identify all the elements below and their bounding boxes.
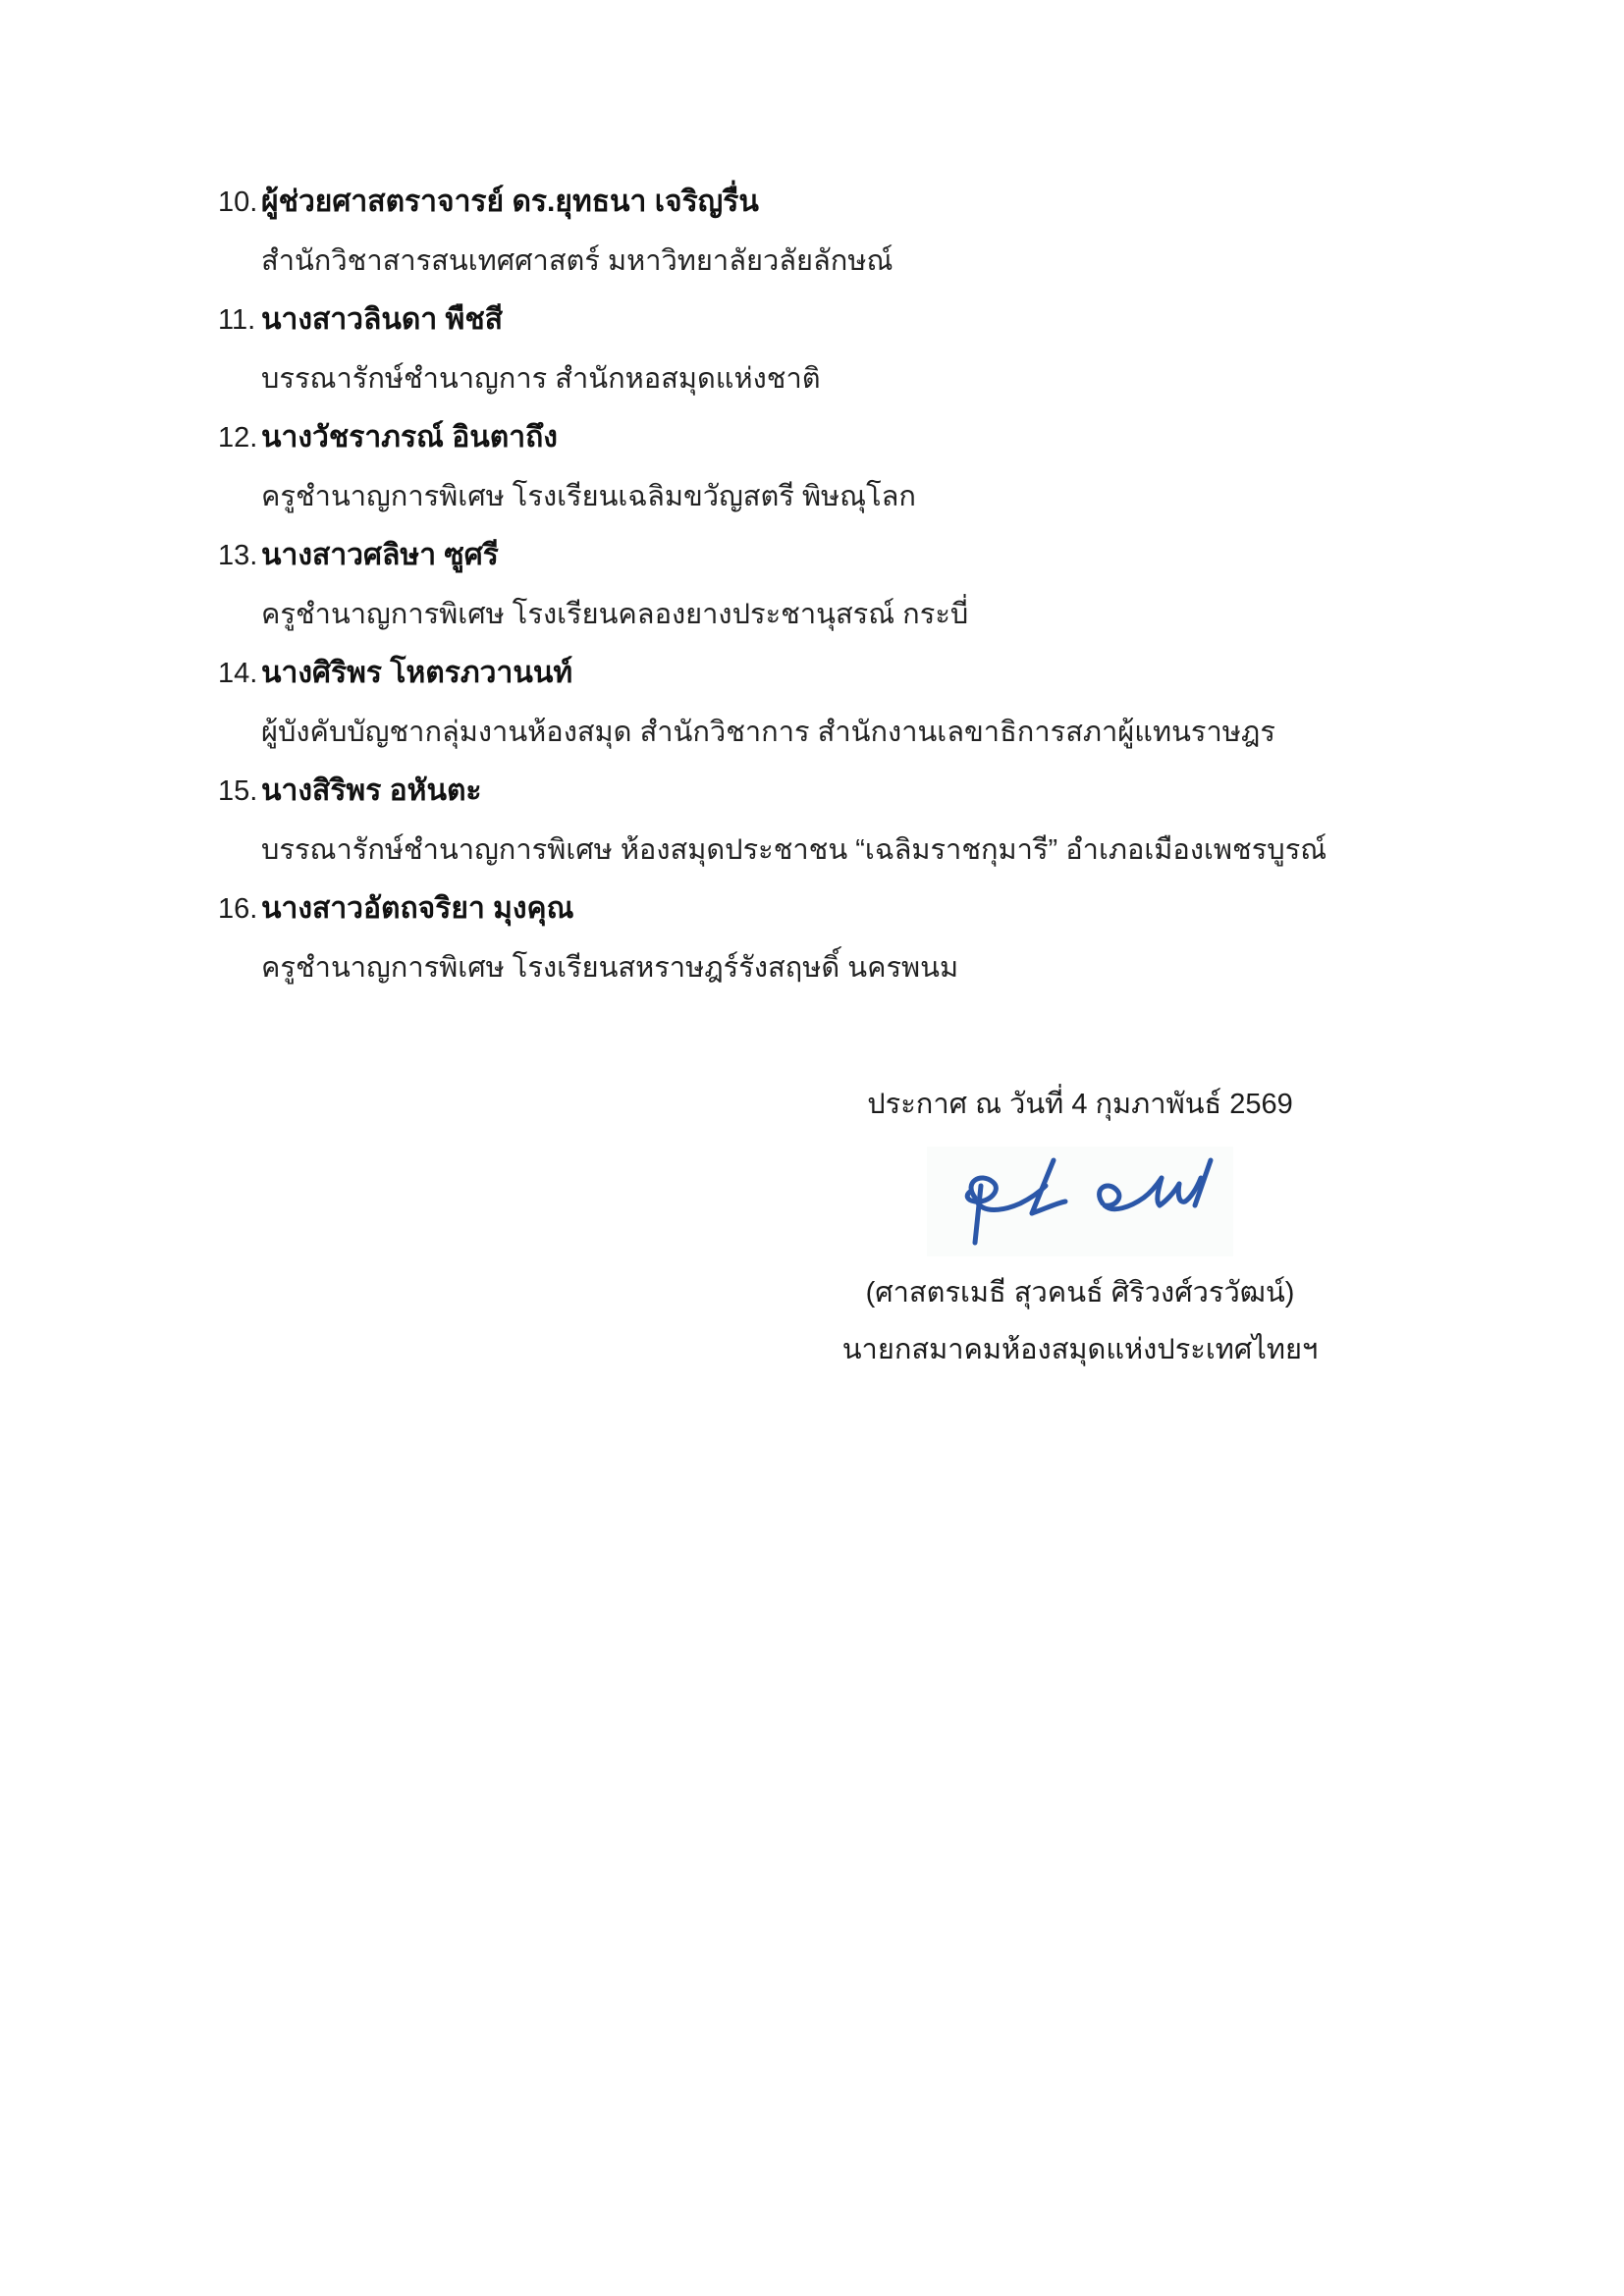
signature-image bbox=[927, 1147, 1233, 1256]
item-number: 13. bbox=[218, 540, 258, 571]
item-number: 14. bbox=[218, 658, 258, 689]
list-item bbox=[218, 173, 1536, 291]
item-name: นางสาวศลิษา ซูศรี bbox=[261, 539, 499, 571]
item-affiliation: บรรณารักษ์ชำนาญการพิเศษ ห้องสมุดประชาชน “เฉลิมราชกุมารี” อำเภอเมืองเพชรบูรณ์ bbox=[261, 834, 1327, 866]
item-number: 11. bbox=[218, 304, 256, 336]
list-item bbox=[218, 408, 1536, 526]
proclamation-date: ประกาศ ณ วันที่ 4 กุมภาพันธ์ 2569 bbox=[867, 1089, 1293, 1120]
list-item bbox=[218, 762, 1536, 880]
item-number: 12. bbox=[218, 422, 258, 454]
item-affiliation: บรรณารักษ์ชำนาญการ สำนักหอสมุดแห่งชาติ bbox=[261, 363, 821, 395]
signer-name: (ศาสตรเมธี สุวคนธ์ ศิริวงศ์วรวัฒน์) bbox=[865, 1277, 1295, 1308]
item-name: นางสาวลินดา พืชสี bbox=[261, 303, 504, 336]
recipient-list bbox=[218, 173, 1536, 997]
item-name: นางศิริพร โหตรภวานนท์ bbox=[261, 657, 573, 689]
signer-title: นายกสมาคมห้องสมุดแห่งประเทศไทยฯ bbox=[841, 1334, 1319, 1365]
closing-block bbox=[785, 1082, 1375, 1378]
list-item bbox=[218, 291, 1536, 408]
list-item bbox=[218, 526, 1536, 644]
item-number: 10. bbox=[218, 187, 258, 218]
item-affiliation: ครูชำนาญการพิเศษ โรงเรียนสหราษฎร์รังสฤษดิ์ นครพนม bbox=[261, 952, 959, 984]
item-affiliation: ผู้บังคับบัญชากลุ่มงานห้องสมุด สำนักวิชาการ สำนักงานเลขาธิการสภาผู้แทนราษฎร bbox=[261, 717, 1275, 748]
item-name: นางสาวอัตถจริยา มุงคุณ bbox=[261, 892, 574, 925]
item-name: นางวัชราภรณ์ อินตาถึง bbox=[261, 421, 558, 454]
item-affiliation: ครูชำนาญการพิเศษ โรงเรียนเฉลิมขวัญสตรี พิษณุโลก bbox=[261, 481, 916, 512]
item-affiliation: สำนักวิชาสารสนเทศศาสตร์ มหาวิทยาลัยวลัยลักษณ์ bbox=[261, 245, 893, 277]
item-number: 15. bbox=[218, 775, 258, 807]
item-number: 16. bbox=[218, 893, 258, 925]
item-name: นางสิริพร อหันตะ bbox=[261, 774, 482, 807]
list-item bbox=[218, 880, 1536, 997]
item-name: ผู้ช่วยศาสตราจารย์ ดร.ยุทธนา เจริญรื่น bbox=[261, 186, 759, 218]
list-item bbox=[218, 644, 1536, 762]
item-affiliation: ครูชำนาญการพิเศษ โรงเรียนคลองยางประชานุสรณ์ กระบี่ bbox=[261, 599, 969, 630]
